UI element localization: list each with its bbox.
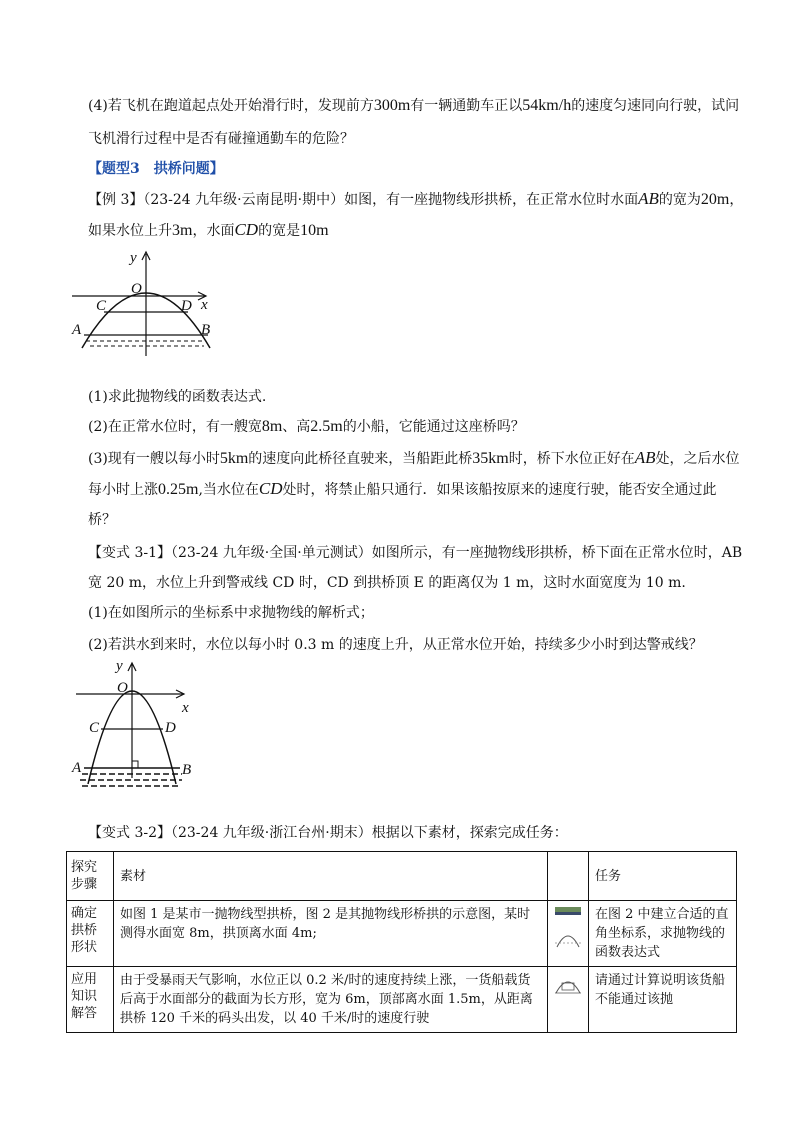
variant31-line2: 宽 20 m，水位上升到警戒线 CD 时，CD 到拱桥顶 E 的距离仅为 1 m，这时水面宽度为 10 m. (88, 575, 686, 591)
row1-step: 确定拱桥形状 (67, 901, 114, 967)
row1-material: 如图 1 是某市一抛物线型拱桥，图 2 是其抛物线形桥拱的示意图，某时测得水面宽 8m，拱顶离水面 4m; (114, 901, 548, 967)
label-d: D (165, 720, 176, 736)
header-material: 素材 (114, 852, 548, 901)
variant32-intro: 【变式 3-2】（23-24 九年级·浙江台州·期末）根据以下素材，探索完成任务： (88, 825, 568, 841)
example3-line2: 如果水位上升3m，水面CD的宽是10m (88, 220, 329, 239)
boat-box-icon (562, 983, 574, 990)
label-d: D (181, 298, 192, 314)
label-y: y (116, 658, 123, 674)
variant31-q2: (2)若洪水到来时，水位以每小时 0.3 m 的速度上升，从正常水位开始，持续多少小时到达警戒线？ (88, 637, 703, 653)
q4-line1: (4)若飞机在跑道起点处开始滑行时，发现前方300m有一辆通勤车正以54km/h的速度匀速同向行驶，试问 (88, 97, 740, 114)
example3-bridge-figure (70, 248, 230, 358)
header-task: 任务 (589, 852, 737, 901)
row2-step: 应用知识解答 (67, 967, 114, 1033)
label-c: C (96, 298, 107, 314)
row2-task: 请通过计算说明该货船不能通过该抛 (589, 967, 737, 1033)
section-heading: 【题型3 拱桥问题】 (88, 161, 224, 177)
row2-material: 由于受暴雨天气影响，水位正以 0.2 米/时的速度持续上涨，一货船载货后高于水面部分的截面为长方形，宽为 6m，顶部离水面 1.5m，从距离拱桥 120 千米的码头出发，以 40 千米/时的速度行驶 (114, 967, 548, 1033)
header-image-cell (548, 852, 589, 901)
label-a: A (72, 760, 82, 776)
example3-q1: (1)求此抛物线的函数表达式. (88, 389, 267, 405)
right-angle-mark (132, 761, 138, 768)
variant31-bridge-figure (70, 658, 200, 796)
label-b: B (201, 322, 211, 338)
label-b: B (182, 762, 192, 778)
variant31-line1: 【变式 3-1】（23-24 九年级·全国·单元测试）如图所示，有一座抛物线形拱桥，桥下面在正常水位时，AB (88, 545, 743, 561)
table-row (67, 967, 737, 1033)
exploration-table (66, 851, 737, 1033)
header-step: 探究步骤 (67, 852, 114, 901)
label-o: O (131, 281, 142, 297)
label-x: x (182, 700, 189, 716)
bridge-photo-thumbnail (553, 903, 583, 955)
example3-q3-line2: 每小时上涨0.25m,当水位在CD处时，将禁止船只通行．如果该船按原来的速度行驶，能否安全通过此 (88, 479, 717, 498)
example3-q3-line3: 桥？ (88, 512, 116, 528)
label-y: y (130, 250, 137, 266)
boat-arch-thumbnail (553, 969, 583, 999)
label-c: C (89, 720, 100, 736)
row1-images (548, 901, 589, 967)
label-x: x (201, 297, 208, 313)
variant31-q1: (1)在如图所示的坐标系中求抛物线的解析式； (88, 605, 374, 621)
label-o: O (117, 680, 128, 696)
example3-q2: (2)在正常水位时，有一艘宽8m、高2.5m的小船，它能通过这座桥吗？ (88, 418, 525, 435)
label-a: A (72, 322, 82, 338)
example3-line1: 【例 3】（23-24 九年级·云南昆明·期中）如图，有一座抛物线形拱桥，在正常水位时水面AB的宽为20m， (88, 189, 744, 208)
q4-line2: 飞机滑行过程中是否有碰撞通勤车的危险？ (88, 131, 354, 147)
row2-images (548, 967, 589, 1033)
table-row (67, 901, 737, 967)
table-header-row (67, 852, 737, 901)
arch-sketch-icon (556, 982, 580, 993)
example3-q3-line1: (3)现有一艘以每小时5km的速度向此桥径直驶来，当船距此桥35km时，桥下水位正好在AB处，之后水位 (88, 448, 740, 467)
bridge-sketch-icon (557, 936, 579, 947)
row1-task: 在图 2 中建立合适的直角坐标系，求抛物线的函数表达式 (589, 901, 737, 967)
